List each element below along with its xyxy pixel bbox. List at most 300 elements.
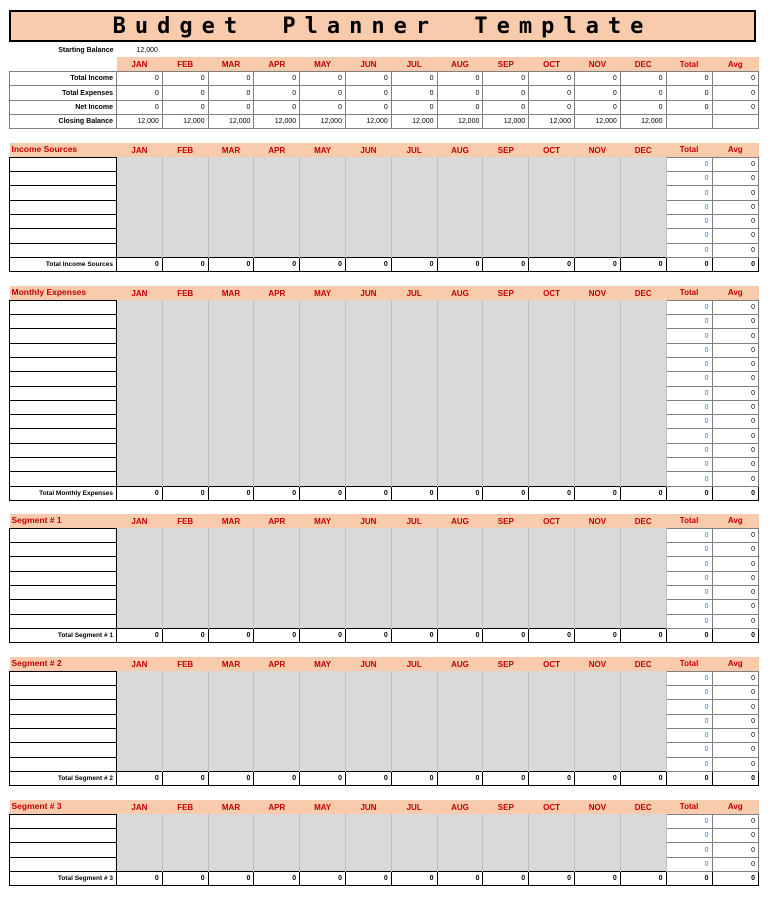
entry-amount-cell[interactable] (391, 214, 437, 228)
entry-amount-cell[interactable] (162, 458, 208, 472)
entry-amount-cell[interactable] (345, 200, 391, 214)
entry-amount-cell[interactable] (162, 200, 208, 214)
entry-amount-cell[interactable] (620, 214, 666, 228)
entry-amount-cell[interactable] (254, 557, 300, 571)
entry-amount-cell[interactable] (574, 743, 620, 757)
entry-amount-cell[interactable] (208, 172, 254, 186)
entry-amount-cell[interactable] (300, 543, 346, 557)
entry-amount-cell[interactable] (529, 543, 575, 557)
entry-amount-cell[interactable] (437, 329, 483, 343)
entry-amount-cell[interactable] (483, 571, 529, 585)
entry-amount-cell[interactable] (483, 186, 529, 200)
entry-amount-cell[interactable] (437, 386, 483, 400)
entry-amount-cell[interactable] (117, 671, 163, 685)
entry-amount-cell[interactable] (437, 243, 483, 257)
entry-amount-cell[interactable] (391, 585, 437, 599)
entry-amount-cell[interactable] (345, 415, 391, 429)
entry-amount-cell[interactable] (208, 443, 254, 457)
entry-amount-cell[interactable] (574, 528, 620, 542)
entry-amount-cell[interactable] (300, 600, 346, 614)
entry-amount-cell[interactable] (345, 229, 391, 243)
entry-name-cell[interactable] (10, 186, 117, 200)
entry-amount-cell[interactable] (300, 343, 346, 357)
entry-amount-cell[interactable] (345, 757, 391, 771)
entry-name-cell[interactable] (10, 857, 117, 871)
entry-amount-cell[interactable] (529, 700, 575, 714)
entry-amount-cell[interactable] (162, 814, 208, 828)
entry-amount-cell[interactable] (300, 829, 346, 843)
entry-amount-cell[interactable] (574, 686, 620, 700)
entry-amount-cell[interactable] (529, 229, 575, 243)
entry-amount-cell[interactable] (300, 671, 346, 685)
entry-amount-cell[interactable] (300, 315, 346, 329)
entry-amount-cell[interactable] (117, 528, 163, 542)
entry-amount-cell[interactable] (437, 357, 483, 371)
entry-name-cell[interactable] (10, 343, 117, 357)
entry-amount-cell[interactable] (117, 357, 163, 371)
entry-amount-cell[interactable] (437, 458, 483, 472)
entry-amount-cell[interactable] (300, 714, 346, 728)
entry-amount-cell[interactable] (483, 528, 529, 542)
entry-amount-cell[interactable] (208, 585, 254, 599)
starting-balance-value[interactable]: 12,000 (136, 46, 158, 54)
entry-name-cell[interactable] (10, 843, 117, 857)
entry-amount-cell[interactable] (437, 372, 483, 386)
entry-amount-cell[interactable] (437, 671, 483, 685)
entry-amount-cell[interactable] (529, 315, 575, 329)
entry-amount-cell[interactable] (437, 400, 483, 414)
entry-amount-cell[interactable] (300, 300, 346, 314)
entry-amount-cell[interactable] (391, 857, 437, 871)
entry-amount-cell[interactable] (300, 357, 346, 371)
entry-name-cell[interactable] (10, 243, 117, 257)
entry-amount-cell[interactable] (300, 172, 346, 186)
entry-amount-cell[interactable] (254, 600, 300, 614)
entry-amount-cell[interactable] (117, 186, 163, 200)
entry-amount-cell[interactable] (529, 472, 575, 486)
entry-amount-cell[interactable] (391, 829, 437, 843)
entry-amount-cell[interactable] (162, 614, 208, 628)
entry-amount-cell[interactable] (620, 300, 666, 314)
entry-amount-cell[interactable] (483, 600, 529, 614)
entry-amount-cell[interactable] (620, 186, 666, 200)
entry-amount-cell[interactable] (483, 743, 529, 757)
entry-amount-cell[interactable] (254, 415, 300, 429)
entry-amount-cell[interactable] (529, 429, 575, 443)
entry-amount-cell[interactable] (483, 400, 529, 414)
entry-amount-cell[interactable] (620, 343, 666, 357)
entry-name-cell[interactable] (10, 585, 117, 599)
entry-amount-cell[interactable] (391, 400, 437, 414)
entry-amount-cell[interactable] (208, 571, 254, 585)
entry-amount-cell[interactable] (162, 400, 208, 414)
entry-amount-cell[interactable] (620, 757, 666, 771)
entry-amount-cell[interactable] (620, 472, 666, 486)
entry-amount-cell[interactable] (300, 443, 346, 457)
entry-amount-cell[interactable] (254, 543, 300, 557)
entry-amount-cell[interactable] (208, 686, 254, 700)
entry-amount-cell[interactable] (300, 214, 346, 228)
entry-amount-cell[interactable] (529, 686, 575, 700)
entry-amount-cell[interactable] (391, 243, 437, 257)
entry-amount-cell[interactable] (208, 400, 254, 414)
entry-amount-cell[interactable] (391, 172, 437, 186)
entry-amount-cell[interactable] (254, 329, 300, 343)
entry-amount-cell[interactable] (574, 458, 620, 472)
entry-amount-cell[interactable] (254, 714, 300, 728)
entry-amount-cell[interactable] (529, 757, 575, 771)
entry-amount-cell[interactable] (254, 429, 300, 443)
entry-amount-cell[interactable] (345, 157, 391, 171)
entry-amount-cell[interactable] (254, 300, 300, 314)
entry-amount-cell[interactable] (345, 472, 391, 486)
entry-amount-cell[interactable] (483, 757, 529, 771)
entry-amount-cell[interactable] (300, 700, 346, 714)
entry-amount-cell[interactable] (345, 300, 391, 314)
entry-amount-cell[interactable] (208, 614, 254, 628)
entry-amount-cell[interactable] (483, 343, 529, 357)
entry-amount-cell[interactable] (529, 743, 575, 757)
entry-name-cell[interactable] (10, 300, 117, 314)
entry-amount-cell[interactable] (208, 743, 254, 757)
entry-amount-cell[interactable] (162, 315, 208, 329)
entry-amount-cell[interactable] (574, 372, 620, 386)
entry-amount-cell[interactable] (300, 157, 346, 171)
entry-amount-cell[interactable] (208, 343, 254, 357)
entry-amount-cell[interactable] (483, 543, 529, 557)
entry-amount-cell[interactable] (208, 300, 254, 314)
entry-amount-cell[interactable] (254, 243, 300, 257)
entry-amount-cell[interactable] (162, 186, 208, 200)
entry-amount-cell[interactable] (483, 372, 529, 386)
entry-amount-cell[interactable] (345, 686, 391, 700)
entry-amount-cell[interactable] (483, 472, 529, 486)
entry-amount-cell[interactable] (162, 829, 208, 843)
entry-name-cell[interactable] (10, 686, 117, 700)
entry-amount-cell[interactable] (208, 243, 254, 257)
entry-amount-cell[interactable] (391, 528, 437, 542)
entry-amount-cell[interactable] (437, 843, 483, 857)
entry-name-cell[interactable] (10, 728, 117, 742)
entry-amount-cell[interactable] (483, 300, 529, 314)
entry-amount-cell[interactable] (162, 415, 208, 429)
entry-amount-cell[interactable] (117, 214, 163, 228)
entry-amount-cell[interactable] (437, 743, 483, 757)
entry-amount-cell[interactable] (529, 157, 575, 171)
entry-amount-cell[interactable] (574, 329, 620, 343)
entry-amount-cell[interactable] (483, 429, 529, 443)
entry-amount-cell[interactable] (117, 300, 163, 314)
entry-name-cell[interactable] (10, 415, 117, 429)
entry-amount-cell[interactable] (391, 671, 437, 685)
entry-amount-cell[interactable] (208, 458, 254, 472)
entry-amount-cell[interactable] (345, 329, 391, 343)
entry-amount-cell[interactable] (117, 329, 163, 343)
entry-amount-cell[interactable] (208, 315, 254, 329)
entry-amount-cell[interactable] (620, 172, 666, 186)
entry-amount-cell[interactable] (620, 400, 666, 414)
entry-amount-cell[interactable] (529, 571, 575, 585)
entry-amount-cell[interactable] (391, 372, 437, 386)
entry-amount-cell[interactable] (162, 543, 208, 557)
entry-amount-cell[interactable] (208, 214, 254, 228)
entry-amount-cell[interactable] (529, 829, 575, 843)
entry-amount-cell[interactable] (345, 315, 391, 329)
entry-amount-cell[interactable] (483, 329, 529, 343)
entry-amount-cell[interactable] (117, 386, 163, 400)
entry-amount-cell[interactable] (208, 843, 254, 857)
entry-amount-cell[interactable] (300, 728, 346, 742)
entry-amount-cell[interactable] (620, 857, 666, 871)
entry-amount-cell[interactable] (345, 843, 391, 857)
entry-amount-cell[interactable] (254, 343, 300, 357)
entry-amount-cell[interactable] (300, 614, 346, 628)
entry-amount-cell[interactable] (117, 429, 163, 443)
entry-amount-cell[interactable] (483, 229, 529, 243)
entry-name-cell[interactable] (10, 357, 117, 371)
entry-amount-cell[interactable] (300, 571, 346, 585)
entry-amount-cell[interactable] (208, 429, 254, 443)
entry-amount-cell[interactable] (254, 829, 300, 843)
entry-name-cell[interactable] (10, 757, 117, 771)
entry-amount-cell[interactable] (345, 614, 391, 628)
entry-amount-cell[interactable] (437, 415, 483, 429)
entry-amount-cell[interactable] (620, 671, 666, 685)
entry-amount-cell[interactable] (620, 329, 666, 343)
entry-amount-cell[interactable] (574, 200, 620, 214)
entry-amount-cell[interactable] (254, 200, 300, 214)
entry-amount-cell[interactable] (391, 343, 437, 357)
entry-amount-cell[interactable] (254, 571, 300, 585)
entry-amount-cell[interactable] (254, 372, 300, 386)
entry-amount-cell[interactable] (162, 329, 208, 343)
entry-name-cell[interactable] (10, 600, 117, 614)
entry-amount-cell[interactable] (208, 472, 254, 486)
entry-amount-cell[interactable] (162, 671, 208, 685)
entry-amount-cell[interactable] (574, 172, 620, 186)
entry-amount-cell[interactable] (345, 543, 391, 557)
entry-amount-cell[interactable] (345, 343, 391, 357)
entry-amount-cell[interactable] (483, 315, 529, 329)
entry-amount-cell[interactable] (574, 571, 620, 585)
entry-amount-cell[interactable] (620, 614, 666, 628)
entry-amount-cell[interactable] (529, 172, 575, 186)
entry-amount-cell[interactable] (437, 543, 483, 557)
entry-amount-cell[interactable] (529, 600, 575, 614)
entry-amount-cell[interactable] (620, 829, 666, 843)
entry-name-cell[interactable] (10, 229, 117, 243)
entry-amount-cell[interactable] (117, 700, 163, 714)
entry-amount-cell[interactable] (574, 857, 620, 871)
entry-amount-cell[interactable] (529, 415, 575, 429)
entry-amount-cell[interactable] (391, 614, 437, 628)
entry-amount-cell[interactable] (391, 700, 437, 714)
entry-amount-cell[interactable] (345, 243, 391, 257)
entry-amount-cell[interactable] (162, 714, 208, 728)
entry-amount-cell[interactable] (574, 315, 620, 329)
entry-amount-cell[interactable] (483, 857, 529, 871)
entry-amount-cell[interactable] (529, 557, 575, 571)
entry-name-cell[interactable] (10, 429, 117, 443)
entry-amount-cell[interactable] (345, 728, 391, 742)
entry-amount-cell[interactable] (391, 157, 437, 171)
entry-amount-cell[interactable] (117, 743, 163, 757)
entry-amount-cell[interactable] (620, 443, 666, 457)
entry-amount-cell[interactable] (162, 472, 208, 486)
entry-amount-cell[interactable] (345, 186, 391, 200)
entry-amount-cell[interactable] (208, 557, 254, 571)
entry-amount-cell[interactable] (254, 528, 300, 542)
entry-amount-cell[interactable] (620, 585, 666, 599)
entry-amount-cell[interactable] (254, 743, 300, 757)
entry-amount-cell[interactable] (620, 700, 666, 714)
entry-amount-cell[interactable] (391, 843, 437, 857)
entry-amount-cell[interactable] (437, 157, 483, 171)
entry-amount-cell[interactable] (574, 186, 620, 200)
entry-amount-cell[interactable] (437, 857, 483, 871)
entry-amount-cell[interactable] (437, 443, 483, 457)
entry-amount-cell[interactable] (345, 528, 391, 542)
entry-amount-cell[interactable] (483, 443, 529, 457)
entry-amount-cell[interactable] (483, 172, 529, 186)
entry-amount-cell[interactable] (345, 585, 391, 599)
entry-amount-cell[interactable] (391, 472, 437, 486)
entry-amount-cell[interactable] (391, 386, 437, 400)
entry-amount-cell[interactable] (208, 728, 254, 742)
entry-name-cell[interactable] (10, 443, 117, 457)
entry-amount-cell[interactable] (162, 372, 208, 386)
entry-amount-cell[interactable] (529, 300, 575, 314)
entry-amount-cell[interactable] (574, 614, 620, 628)
entry-amount-cell[interactable] (162, 743, 208, 757)
entry-amount-cell[interactable] (345, 671, 391, 685)
entry-amount-cell[interactable] (483, 214, 529, 228)
entry-name-cell[interactable] (10, 614, 117, 628)
entry-amount-cell[interactable] (345, 214, 391, 228)
entry-amount-cell[interactable] (529, 528, 575, 542)
entry-amount-cell[interactable] (254, 443, 300, 457)
entry-amount-cell[interactable] (620, 714, 666, 728)
entry-amount-cell[interactable] (437, 200, 483, 214)
entry-amount-cell[interactable] (162, 300, 208, 314)
entry-amount-cell[interactable] (391, 200, 437, 214)
entry-amount-cell[interactable] (162, 386, 208, 400)
entry-amount-cell[interactable] (117, 857, 163, 871)
entry-amount-cell[interactable] (437, 186, 483, 200)
entry-amount-cell[interactable] (300, 386, 346, 400)
entry-amount-cell[interactable] (620, 415, 666, 429)
entry-amount-cell[interactable] (529, 343, 575, 357)
entry-amount-cell[interactable] (254, 400, 300, 414)
entry-amount-cell[interactable] (391, 415, 437, 429)
entry-amount-cell[interactable] (437, 472, 483, 486)
entry-amount-cell[interactable] (437, 614, 483, 628)
entry-amount-cell[interactable] (391, 329, 437, 343)
entry-amount-cell[interactable] (208, 714, 254, 728)
entry-amount-cell[interactable] (162, 343, 208, 357)
entry-amount-cell[interactable] (620, 743, 666, 757)
entry-amount-cell[interactable] (437, 557, 483, 571)
entry-amount-cell[interactable] (117, 557, 163, 571)
entry-amount-cell[interactable] (620, 315, 666, 329)
entry-amount-cell[interactable] (345, 557, 391, 571)
entry-name-cell[interactable] (10, 472, 117, 486)
entry-amount-cell[interactable] (300, 229, 346, 243)
entry-amount-cell[interactable] (483, 458, 529, 472)
entry-amount-cell[interactable] (391, 557, 437, 571)
entry-amount-cell[interactable] (162, 443, 208, 457)
entry-amount-cell[interactable] (254, 686, 300, 700)
entry-amount-cell[interactable] (345, 357, 391, 371)
entry-amount-cell[interactable] (254, 157, 300, 171)
entry-amount-cell[interactable] (345, 814, 391, 828)
entry-amount-cell[interactable] (208, 857, 254, 871)
entry-amount-cell[interactable] (345, 600, 391, 614)
entry-amount-cell[interactable] (574, 757, 620, 771)
entry-amount-cell[interactable] (483, 814, 529, 828)
entry-amount-cell[interactable] (391, 728, 437, 742)
entry-amount-cell[interactable] (162, 857, 208, 871)
entry-amount-cell[interactable] (345, 700, 391, 714)
entry-amount-cell[interactable] (117, 172, 163, 186)
entry-amount-cell[interactable] (117, 458, 163, 472)
entry-amount-cell[interactable] (620, 557, 666, 571)
entry-amount-cell[interactable] (345, 458, 391, 472)
entry-amount-cell[interactable] (345, 829, 391, 843)
entry-amount-cell[interactable] (483, 728, 529, 742)
entry-amount-cell[interactable] (300, 429, 346, 443)
entry-amount-cell[interactable] (345, 857, 391, 871)
entry-amount-cell[interactable] (620, 357, 666, 371)
entry-amount-cell[interactable] (208, 329, 254, 343)
entry-amount-cell[interactable] (529, 728, 575, 742)
entry-amount-cell[interactable] (300, 186, 346, 200)
entry-amount-cell[interactable] (574, 843, 620, 857)
entry-amount-cell[interactable] (620, 386, 666, 400)
entry-amount-cell[interactable] (162, 229, 208, 243)
entry-amount-cell[interactable] (574, 814, 620, 828)
entry-amount-cell[interactable] (574, 714, 620, 728)
entry-amount-cell[interactable] (300, 557, 346, 571)
entry-amount-cell[interactable] (345, 372, 391, 386)
entry-amount-cell[interactable] (162, 686, 208, 700)
entry-amount-cell[interactable] (117, 472, 163, 486)
entry-amount-cell[interactable] (574, 443, 620, 457)
entry-amount-cell[interactable] (483, 157, 529, 171)
entry-amount-cell[interactable] (529, 400, 575, 414)
entry-amount-cell[interactable] (391, 429, 437, 443)
entry-name-cell[interactable] (10, 200, 117, 214)
entry-name-cell[interactable] (10, 458, 117, 472)
entry-amount-cell[interactable] (300, 843, 346, 857)
entry-amount-cell[interactable] (300, 686, 346, 700)
entry-amount-cell[interactable] (437, 757, 483, 771)
entry-amount-cell[interactable] (483, 200, 529, 214)
entry-amount-cell[interactable] (391, 743, 437, 757)
entry-amount-cell[interactable] (345, 386, 391, 400)
entry-amount-cell[interactable] (483, 686, 529, 700)
entry-name-cell[interactable] (10, 814, 117, 828)
entry-name-cell[interactable] (10, 714, 117, 728)
entry-amount-cell[interactable] (620, 229, 666, 243)
entry-amount-cell[interactable] (620, 243, 666, 257)
entry-amount-cell[interactable] (117, 157, 163, 171)
entry-amount-cell[interactable] (574, 700, 620, 714)
entry-name-cell[interactable] (10, 571, 117, 585)
entry-amount-cell[interactable] (208, 386, 254, 400)
entry-amount-cell[interactable] (208, 543, 254, 557)
entry-amount-cell[interactable] (117, 443, 163, 457)
